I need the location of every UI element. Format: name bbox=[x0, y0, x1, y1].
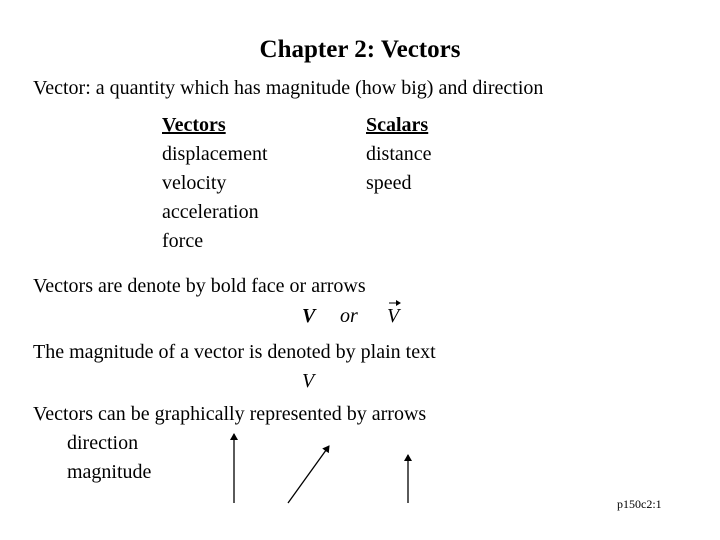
vector-item: acceleration bbox=[162, 201, 259, 223]
plain-vector-symbol: V bbox=[302, 370, 315, 392]
scalar-item: speed bbox=[366, 172, 412, 194]
scalars-header: Scalars bbox=[366, 114, 429, 136]
page-footer: p150c2:1 bbox=[617, 497, 662, 511]
vector-definition: Vector: a quantity which has magnitude (how big) and direction bbox=[33, 77, 544, 99]
vector-item: velocity bbox=[162, 172, 227, 194]
graphical-item-magnitude: magnitude bbox=[67, 461, 152, 483]
graphical-item-direction: direction bbox=[67, 432, 139, 454]
vector-item: force bbox=[162, 230, 204, 252]
magnitude-text: The magnitude of a vector is denoted by plain text bbox=[33, 341, 436, 363]
page-title: Chapter 2: Vectors bbox=[259, 36, 461, 63]
or-text: or bbox=[340, 305, 358, 327]
vector-item: displacement bbox=[162, 143, 268, 165]
scalar-item: distance bbox=[366, 143, 432, 165]
graphical-text: Vectors can be graphically represented by arrows bbox=[33, 403, 427, 425]
notation-text: Vectors are denote by bold face or arrows bbox=[33, 275, 366, 297]
bold-vector-symbol: V bbox=[302, 305, 316, 327]
vectors-header: Vectors bbox=[162, 114, 226, 136]
arrow-vector-symbol: V bbox=[387, 305, 400, 327]
arrow-diagonal bbox=[288, 446, 329, 503]
